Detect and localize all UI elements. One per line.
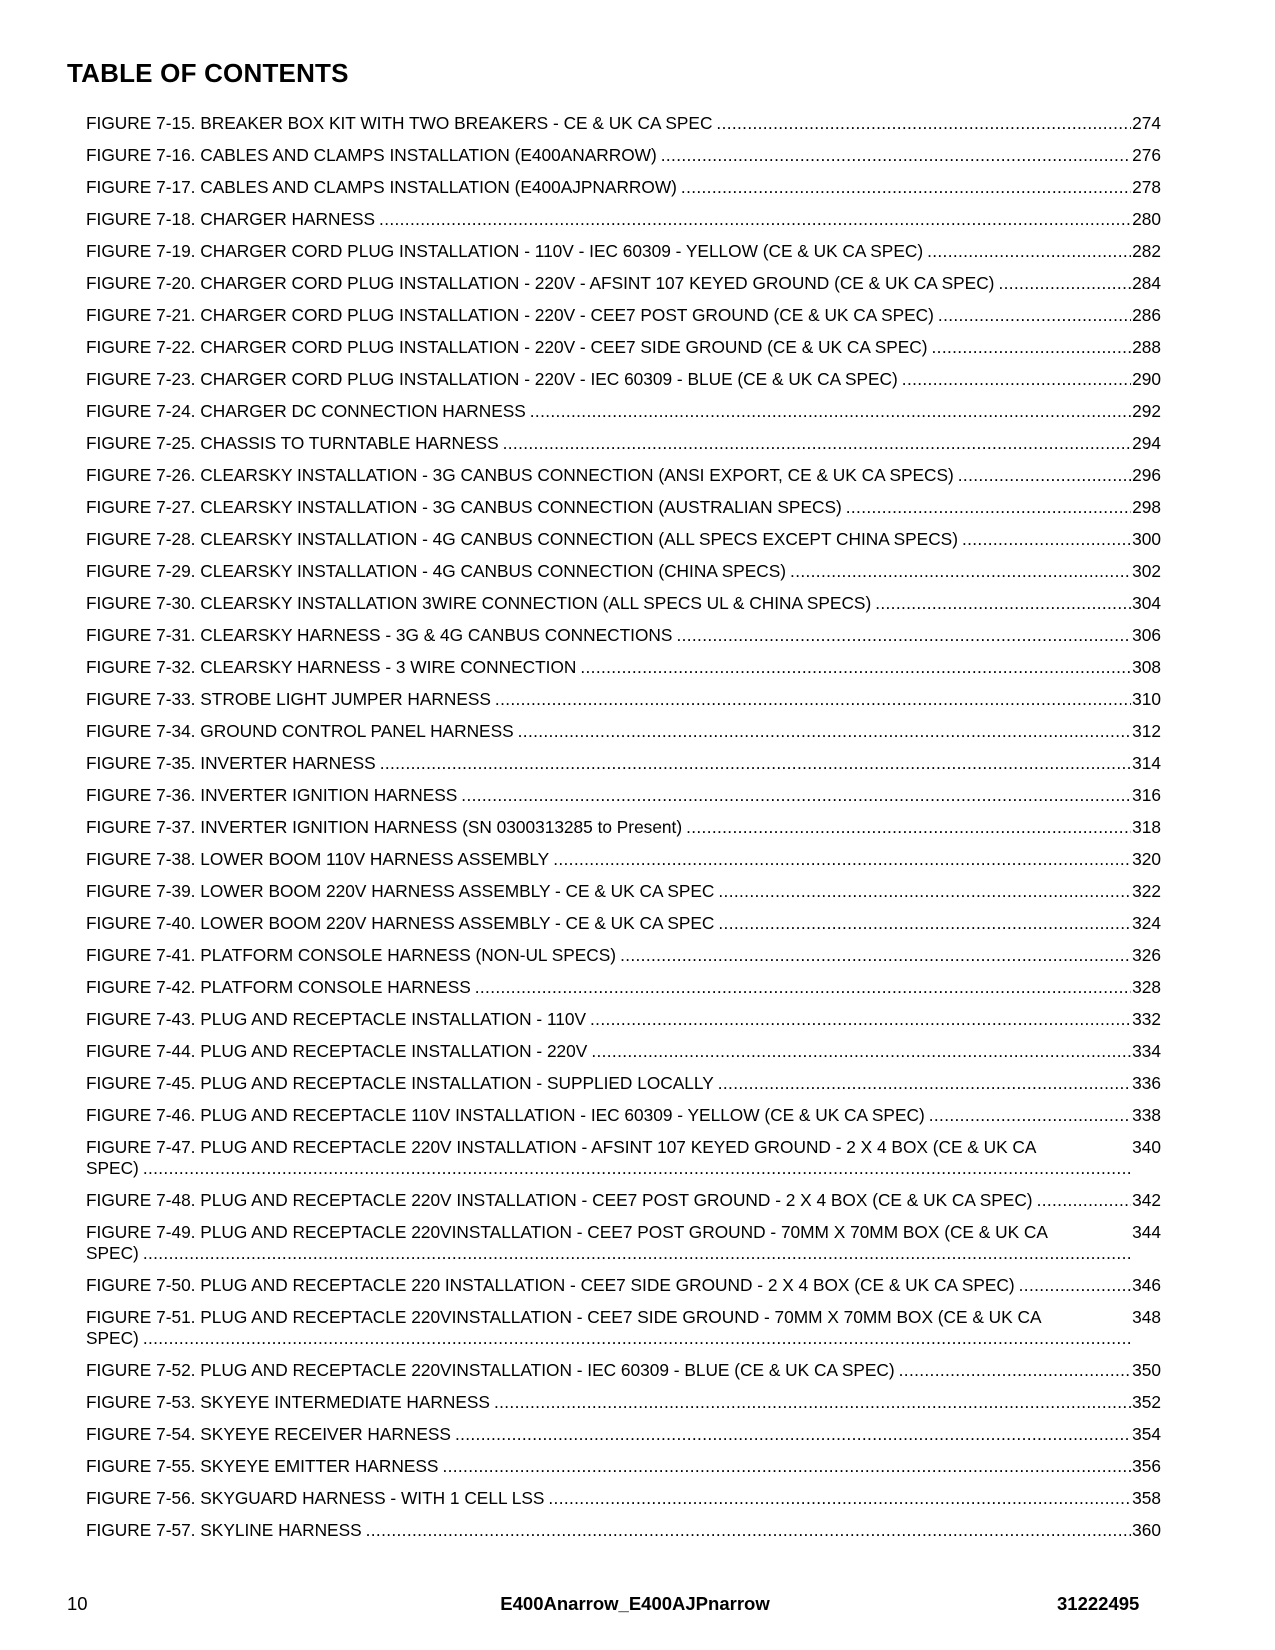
toc-page-number: 292 [1132, 401, 1161, 421]
toc-page-number: 308 [1132, 657, 1161, 677]
toc-page-number: 296 [1132, 465, 1161, 485]
toc-entry[interactable] [86, 527, 1161, 559]
toc-page-number: 332 [1132, 1009, 1161, 1029]
toc-entry[interactable] [86, 687, 1161, 719]
toc-entry[interactable] [86, 1103, 1161, 1135]
toc-entry-title: FIGURE 7-49. PLUG AND RECEPTACLE 220VINSTALLATION - CEE7 POST GROUND - 70MM X 70MM BOX (CE & UK CA SPEC) ..... [86, 1222, 1131, 1264]
toc-entry[interactable] [86, 1454, 1161, 1486]
toc-entry-title: FIGURE 7-47. PLUG AND RECEPTACLE 220V INSTALLATION - AFSINT 107 KEYED GROUND - 2 X 4 BOX (CE & UK CA SPEC) ..... [86, 1137, 1131, 1179]
toc-entry[interactable] [86, 399, 1161, 431]
toc-entry-title: FIGURE 7-32. CLEARSKY HARNESS - 3 WIRE CONNECTION ..... [86, 657, 1131, 678]
toc-entry-title: FIGURE 7-38. LOWER BOOM 110V HARNESS ASSEMBLY ..... [86, 849, 1131, 870]
toc-entry-title: FIGURE 7-56. SKYGUARD HARNESS - WITH 1 CELL LSS ..... [86, 1488, 1131, 1509]
toc-page-number: 312 [1132, 721, 1161, 741]
toc-entry[interactable] [86, 1071, 1161, 1103]
toc-page-number: 326 [1132, 945, 1161, 965]
toc-entry[interactable] [86, 495, 1161, 527]
toc-entry[interactable] [86, 1518, 1161, 1550]
toc-entry-title: FIGURE 7-19. CHARGER CORD PLUG INSTALLATION - 110V - IEC 60309 - YELLOW (CE & UK CA SPEC) ..... [86, 241, 1131, 262]
toc-page-number: 276 [1132, 145, 1161, 165]
toc-page-number: 358 [1132, 1488, 1161, 1508]
toc-page-number: 280 [1132, 209, 1161, 229]
toc-page-number: 304 [1132, 593, 1161, 613]
toc-entry-title: FIGURE 7-43. PLUG AND RECEPTACLE INSTALLATION - 110V ..... [86, 1009, 1131, 1030]
toc-page-number: 338 [1132, 1105, 1161, 1125]
toc-page-number: 318 [1132, 817, 1161, 837]
toc-entry[interactable] [86, 975, 1161, 1007]
toc-entry-title: FIGURE 7-18. CHARGER HARNESS ..... [86, 209, 1131, 230]
toc-entry[interactable] [86, 143, 1161, 175]
toc-page-number: 348 [1132, 1307, 1161, 1327]
toc-entry-title: FIGURE 7-30. CLEARSKY INSTALLATION 3WIRE CONNECTION (ALL SPECS UL & CHINA SPECS) ..... [86, 593, 1131, 614]
toc-page-number: 286 [1132, 305, 1161, 325]
toc-page-number: 294 [1132, 433, 1161, 453]
toc-page-number: 298 [1132, 497, 1161, 517]
toc-entry-title: FIGURE 7-39. LOWER BOOM 220V HARNESS ASSEMBLY - CE & UK CA SPEC ..... [86, 881, 1131, 902]
toc-entry[interactable] [86, 815, 1161, 847]
toc-entry[interactable] [86, 1188, 1161, 1220]
toc-entry-title: FIGURE 7-44. PLUG AND RECEPTACLE INSTALLATION - 220V ..... [86, 1041, 1131, 1062]
toc-page-number: 356 [1132, 1456, 1161, 1476]
toc-entry-title: FIGURE 7-52. PLUG AND RECEPTACLE 220VINSTALLATION - IEC 60309 - BLUE (CE & UK CA SPEC) ..... [86, 1360, 1131, 1381]
toc-entry-title: FIGURE 7-54. SKYEYE RECEIVER HARNESS ..... [86, 1424, 1131, 1445]
toc-page-number: 350 [1132, 1360, 1161, 1380]
toc-entry-title: FIGURE 7-41. PLATFORM CONSOLE HARNESS (NON-UL SPECS) ..... [86, 945, 1131, 966]
toc-entry[interactable] [86, 655, 1161, 687]
toc-page-number: 340 [1132, 1137, 1161, 1157]
toc-page-number: 342 [1132, 1190, 1161, 1210]
toc-entry[interactable] [86, 1422, 1161, 1454]
toc-entry-title: FIGURE 7-37. INVERTER IGNITION HARNESS (SN 0300313285 to Present) ..... [86, 817, 1131, 838]
toc-entry[interactable] [86, 463, 1161, 495]
toc-entry[interactable] [86, 911, 1161, 943]
toc-entry[interactable] [86, 847, 1161, 879]
toc-page-number: 344 [1132, 1222, 1161, 1242]
toc-page-number: 284 [1132, 273, 1161, 293]
toc-entry[interactable] [86, 879, 1161, 911]
toc-page-number: 346 [1132, 1275, 1161, 1295]
toc-entry[interactable] [86, 271, 1161, 303]
toc-page-number: 300 [1132, 529, 1161, 549]
toc-entry-title: FIGURE 7-55. SKYEYE EMITTER HARNESS ..... [86, 1456, 1131, 1477]
toc-entry-title: FIGURE 7-27. CLEARSKY INSTALLATION - 3G CANBUS CONNECTION (AUSTRALIAN SPECS) ..... [86, 497, 1131, 518]
toc-page-number: 288 [1132, 337, 1161, 357]
toc-entry[interactable] [86, 1220, 1161, 1273]
toc-entry-title: FIGURE 7-24. CHARGER DC CONNECTION HARNESS ..... [86, 401, 1131, 422]
toc-entry-title: FIGURE 7-26. CLEARSKY INSTALLATION - 3G CANBUS CONNECTION (ANSI EXPORT, CE & UK CA SPECS) ..... [86, 465, 1131, 486]
toc-page-number: 306 [1132, 625, 1161, 645]
toc-page-number: 354 [1132, 1424, 1161, 1444]
toc-page-number: 334 [1132, 1041, 1161, 1061]
toc-entry-title: FIGURE 7-17. CABLES AND CLAMPS INSTALLATION (E400AJPNARROW) ..... [86, 177, 1131, 198]
toc-entry[interactable] [86, 783, 1161, 815]
toc-entry[interactable] [86, 175, 1161, 207]
toc-page-number: 314 [1132, 753, 1161, 773]
toc-entry-title: FIGURE 7-36. INVERTER IGNITION HARNESS ..... [86, 785, 1131, 806]
toc-page-number: 322 [1132, 881, 1161, 901]
toc-page-number: 274 [1132, 113, 1161, 133]
toc-entry[interactable] [86, 559, 1161, 591]
toc-entry[interactable] [86, 1358, 1161, 1390]
toc-page-number: 324 [1132, 913, 1161, 933]
toc-page-number: 360 [1132, 1520, 1161, 1540]
toc-page-number: 302 [1132, 561, 1161, 581]
page-title: TABLE OF CONTENTS [67, 58, 349, 88]
footer-document-number: 31222495 [1057, 1593, 1140, 1614]
toc-page-number: 320 [1132, 849, 1161, 869]
toc-entry[interactable] [86, 623, 1161, 655]
toc-entry[interactable] [86, 943, 1161, 975]
toc-entry-title: FIGURE 7-16. CABLES AND CLAMPS INSTALLATION (E400ANARROW) ..... [86, 145, 1131, 166]
toc-page-number: 316 [1132, 785, 1161, 805]
toc-entry[interactable] [86, 1273, 1161, 1305]
toc-entry[interactable] [86, 1486, 1161, 1518]
toc-entry-title: FIGURE 7-28. CLEARSKY INSTALLATION - 4G CANBUS CONNECTION (ALL SPECS EXCEPT CHINA SPECS) ..... [86, 529, 1131, 550]
toc-entry[interactable] [86, 367, 1161, 399]
toc-page-number: 278 [1132, 177, 1161, 197]
toc-entry-title: FIGURE 7-46. PLUG AND RECEPTACLE 110V INSTALLATION - IEC 60309 - YELLOW (CE & UK CA SPEC) ..... [86, 1105, 1131, 1126]
toc-entry-title: FIGURE 7-20. CHARGER CORD PLUG INSTALLATION - 220V - AFSINT 107 KEYED GROUND (CE & UK CA SPEC) ..... [86, 273, 1131, 294]
toc-entry-title: FIGURE 7-53. SKYEYE INTERMEDIATE HARNESS ..... [86, 1392, 1131, 1413]
toc-entry-title: FIGURE 7-34. GROUND CONTROL PANEL HARNESS ..... [86, 721, 1131, 742]
toc-entry[interactable] [86, 1305, 1161, 1358]
toc-entry-title: FIGURE 7-50. PLUG AND RECEPTACLE 220 INSTALLATION - CEE7 SIDE GROUND - 2 X 4 BOX (CE & UK CA SPEC) ..... [86, 1275, 1131, 1296]
toc-entry[interactable] [86, 1007, 1161, 1039]
toc-page-number: 282 [1132, 241, 1161, 261]
toc-entry[interactable] [86, 111, 1161, 143]
toc-entry[interactable] [86, 303, 1161, 335]
toc-entry[interactable] [86, 239, 1161, 271]
toc-list [86, 111, 1161, 1550]
toc-entry[interactable] [86, 751, 1161, 783]
toc-entry-title: FIGURE 7-51. PLUG AND RECEPTACLE 220VINSTALLATION - CEE7 SIDE GROUND - 70MM X 70MM BOX (CE & UK CA SPEC) ..... [86, 1307, 1131, 1349]
toc-entry-title: FIGURE 7-42. PLATFORM CONSOLE HARNESS ..... [86, 977, 1131, 998]
toc-page-number: 336 [1132, 1073, 1161, 1093]
toc-entry-title: FIGURE 7-48. PLUG AND RECEPTACLE 220V INSTALLATION - CEE7 POST GROUND - 2 X 4 BOX (CE & UK CA SPEC) ..... [86, 1190, 1131, 1211]
toc-entry-title: FIGURE 7-35. INVERTER HARNESS ..... [86, 753, 1131, 774]
toc-page-number: 310 [1132, 689, 1161, 709]
toc-entry[interactable] [86, 1039, 1161, 1071]
toc-page-number: 290 [1132, 369, 1161, 389]
toc-entry-title: FIGURE 7-15. BREAKER BOX KIT WITH TWO BREAKERS - CE & UK CA SPEC ..... [86, 113, 1131, 134]
toc-entry[interactable] [86, 1135, 1161, 1188]
toc-entry-title: FIGURE 7-21. CHARGER CORD PLUG INSTALLATION - 220V - CEE7 POST GROUND (CE & UK CA SPEC) ..... [86, 305, 1131, 326]
toc-entry-title: FIGURE 7-33. STROBE LIGHT JUMPER HARNESS ..... [86, 689, 1131, 710]
toc-entry-title: FIGURE 7-22. CHARGER CORD PLUG INSTALLATION - 220V - CEE7 SIDE GROUND (CE & UK CA SPEC) ..... [86, 337, 1131, 358]
toc-entry[interactable] [86, 431, 1161, 463]
toc-entry[interactable] [86, 207, 1161, 239]
footer-manual-title: E400Anarrow_E400AJPnarrow [500, 1593, 770, 1614]
toc-entry-title: FIGURE 7-57. SKYLINE HARNESS ..... [86, 1520, 1131, 1541]
toc-entry-title: FIGURE 7-40. LOWER BOOM 220V HARNESS ASSEMBLY - CE & UK CA SPEC ..... [86, 913, 1131, 934]
toc-page-number: 328 [1132, 977, 1161, 997]
toc-entry-title: FIGURE 7-31. CLEARSKY HARNESS - 3G & 4G CANBUS CONNECTIONS ..... [86, 625, 1131, 646]
footer-page-number: 10 [67, 1593, 88, 1614]
toc-entry-title: FIGURE 7-29. CLEARSKY INSTALLATION - 4G CANBUS CONNECTION (CHINA SPECS) ..... [86, 561, 1131, 582]
toc-entry[interactable] [86, 335, 1161, 367]
toc-entry[interactable] [86, 591, 1161, 623]
toc-entry-title: FIGURE 7-23. CHARGER CORD PLUG INSTALLATION - 220V - IEC 60309 - BLUE (CE & UK CA SPEC) ..... [86, 369, 1131, 390]
toc-page-number: 352 [1132, 1392, 1161, 1412]
toc-entry-title: FIGURE 7-45. PLUG AND RECEPTACLE INSTALLATION - SUPPLIED LOCALLY ..... [86, 1073, 1131, 1094]
toc-entry[interactable] [86, 719, 1161, 751]
toc-entry-title: FIGURE 7-25. CHASSIS TO TURNTABLE HARNESS ..... [86, 433, 1131, 454]
toc-entry[interactable] [86, 1390, 1161, 1422]
